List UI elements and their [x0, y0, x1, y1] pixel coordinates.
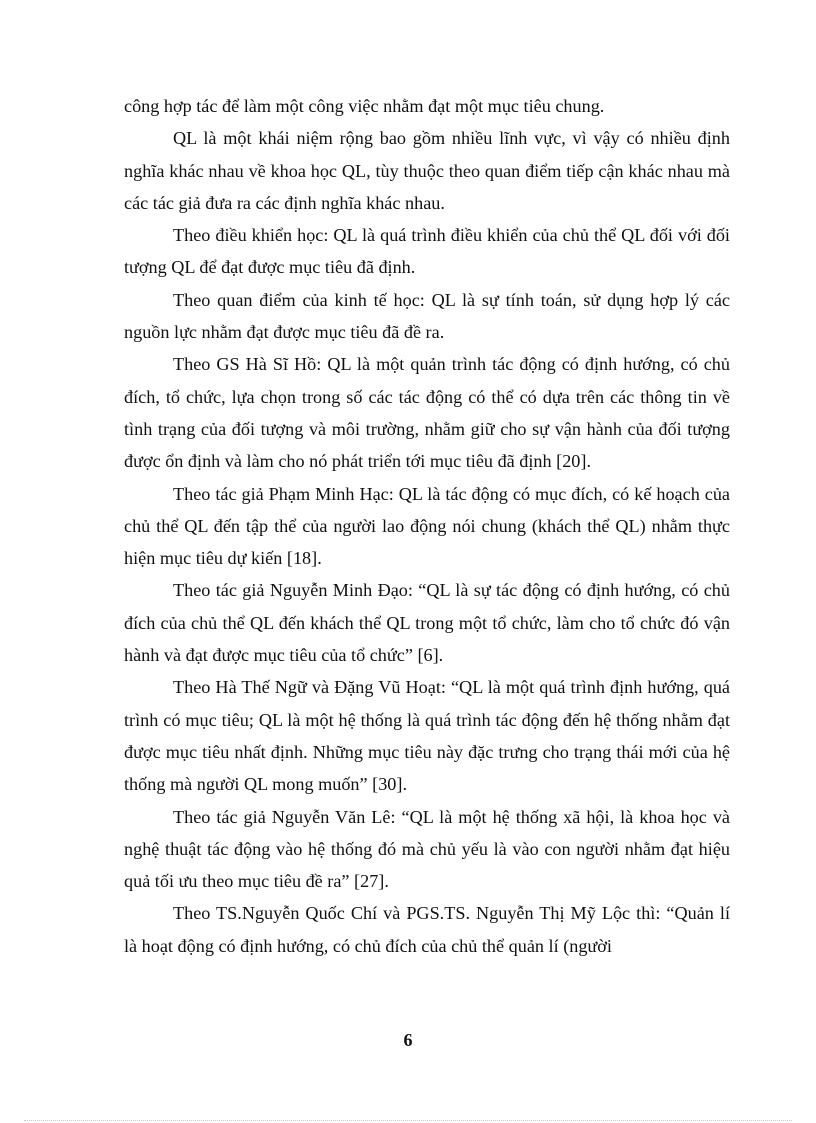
- paragraph: Theo tác giả Nguyễn Minh Đạo: “QL là sự tác động có định hướng, có chủ đích của chủ thể QL đến khách thể QL trong một tổ chức, làm cho tổ chức đó vận hành và đạt được mục tiêu của tổ chức” [6].: [124, 580, 730, 666]
- paragraph: Theo Hà Thế Ngữ và Đặng Vũ Hoạt: “QL là một quá trình định hướng, quá trình có mục tiêu; QL là một hệ thống là quá trình tác động đến hệ thống nhằm đạt được mục tiêu nhất định. Những mục tiêu này đặc trưng cho trạng thái mới của hệ thống mà người QL mong muốn” [30].: [124, 677, 730, 795]
- paragraph: Theo tác giả Phạm Minh Hạc: QL là tác động có mục đích, có kế hoạch của chủ thể QL đến tập thể của người lao động nói chung (khách thể QL) nhằm thực hiện mục tiêu dự kiến [18].: [124, 483, 730, 569]
- paragraph: QL là một khái niệm rộng bao gồm nhiều lĩnh vực, vì vậy có nhiều định nghĩa khác nhau về khoa học QL, tùy thuộc theo quan điểm tiếp cận khác nhau mà các tác giả đưa ra các định nghĩa khác nhau.: [124, 128, 730, 213]
- paragraph: Theo điều khiển học: QL là quá trình điều khiển của chủ thể QL đối với đối tượng QL để đạt được mục tiêu đã định.: [124, 225, 730, 278]
- paragraph: Theo GS Hà Sĩ Hồ: QL là một quản trình tác động có định hướng, có chủ đích, tổ chức, lựa chọn trong số các tác động có thể có dựa trên các thông tin về tình trạng của đối tượng và môi trường, nhằm giữ cho sự vận hành của đối tượng được ổn định và làm cho nó phát triển tới mục tiêu đã định [20].: [124, 354, 730, 472]
- footer-divider: [24, 1120, 792, 1121]
- paragraph: công hợp tác để làm một công việc nhằm đạt một mục tiêu chung.: [124, 96, 605, 116]
- paragraph: Theo tác giả Nguyễn Văn Lê: “QL là một hệ thống xã hội, là khoa học và nghệ thuật tác động vào hệ thống đó mà chủ yếu là vào con người nhằm đạt hiệu quả tối ưu theo mục tiêu đề ra” [27].: [124, 806, 730, 892]
- paragraph: Theo quan điểm của kinh tế học: QL là sự tính toán, sử dụng hợp lý các nguồn lực nhằm đạt được mục tiêu đã đề ra.: [124, 289, 730, 343]
- body-text: [124, 90, 730, 962]
- paragraph: Theo TS.Nguyễn Quốc Chí và PGS.TS. Nguyễn Thị Mỹ Lộc thì: “Quản lí là hoạt động có định hướng, có chủ đích của chủ thể quản lí (người: [124, 903, 730, 956]
- page-number: 6: [403, 1030, 413, 1050]
